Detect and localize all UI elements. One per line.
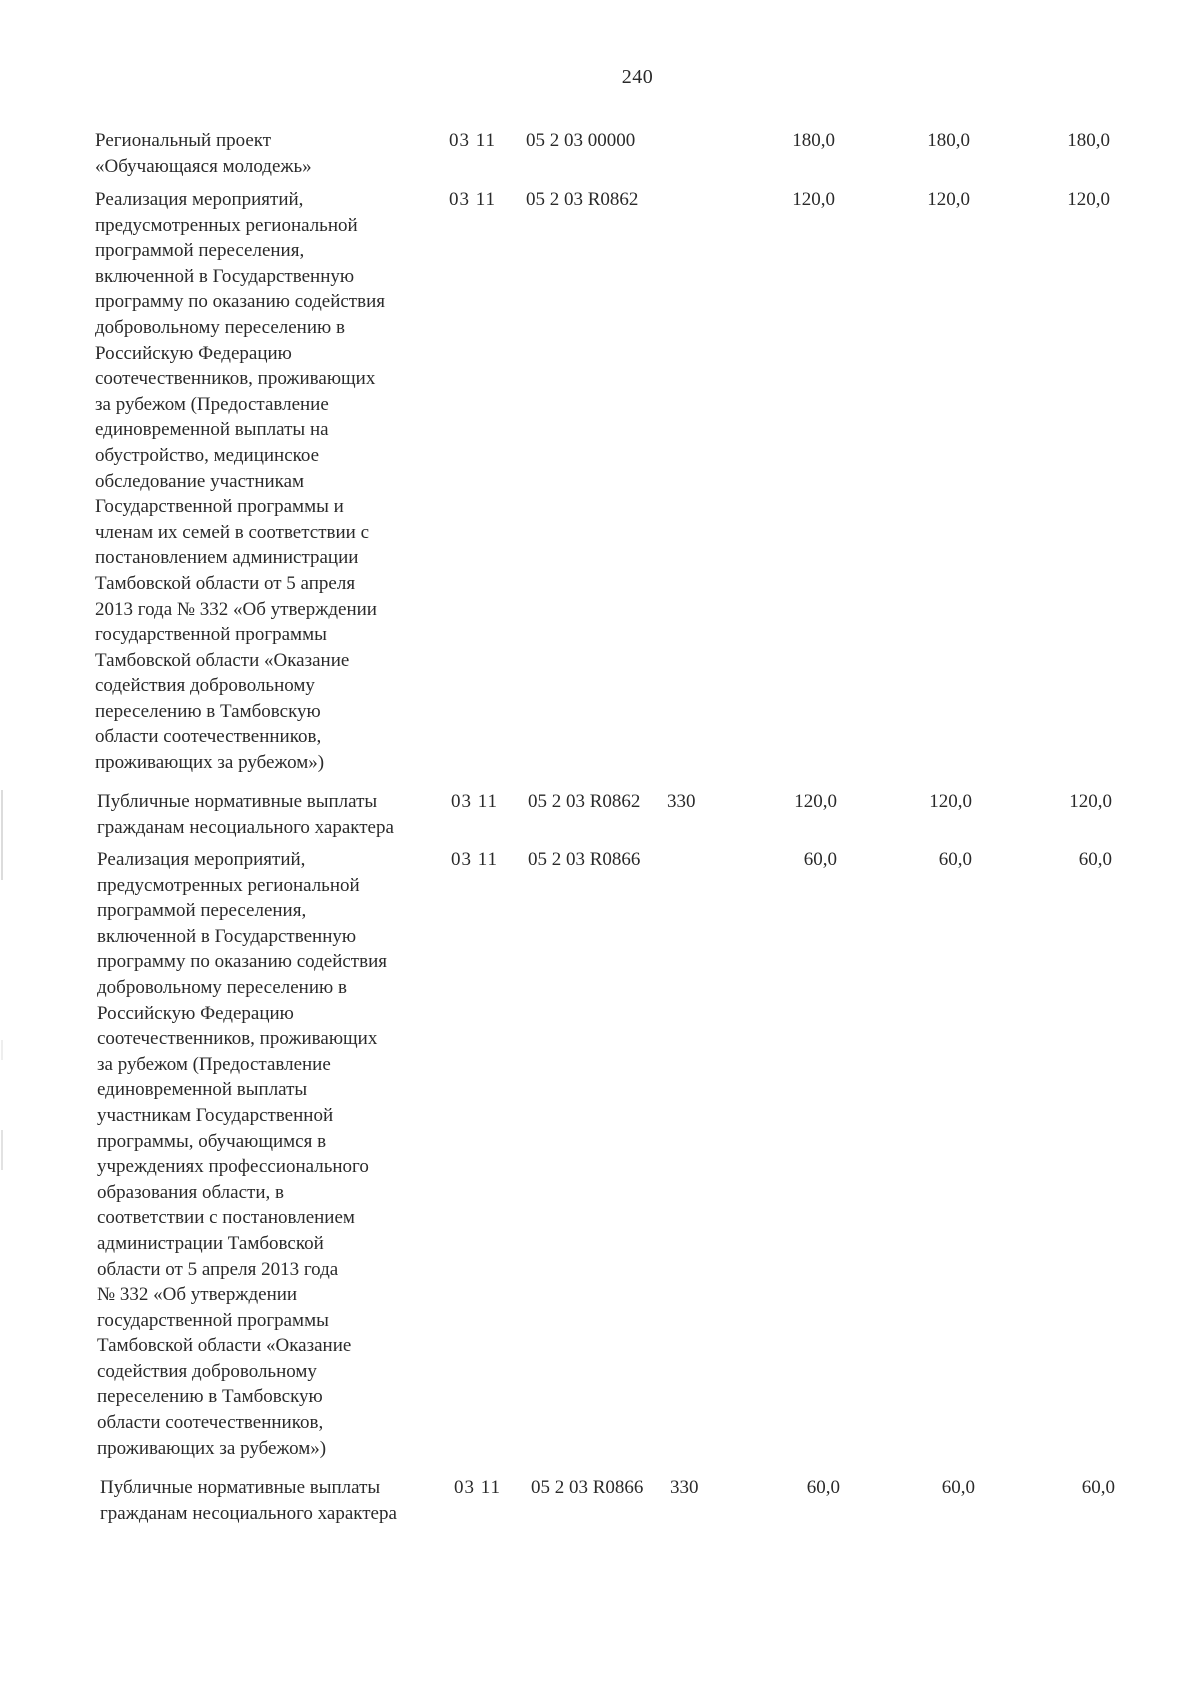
description-line: администрации Тамбовской bbox=[97, 1232, 324, 1254]
description-line: гражданам несоциального характера bbox=[100, 1502, 397, 1524]
section-code: 03 11 bbox=[451, 791, 499, 812]
value-year3: 120,0 bbox=[1069, 791, 1112, 812]
description-line: членам их семей в соответствии с bbox=[95, 521, 369, 543]
row-description bbox=[100, 1475, 440, 1526]
description-line: учреждениях профессионального bbox=[97, 1156, 369, 1178]
description-line: Российскую Федерацию bbox=[95, 342, 292, 364]
description-line: предусмотренных региональной bbox=[97, 874, 360, 896]
expense-type: 330 bbox=[670, 1477, 699, 1498]
description-line: переселению в Тамбовскую bbox=[97, 1386, 323, 1408]
description-line: программы, обучающимся в bbox=[97, 1130, 327, 1152]
description-line: обследование участникам bbox=[95, 470, 305, 492]
description-line: программу по оказанию содействия bbox=[97, 951, 387, 973]
description-line: программу по оказанию содействия bbox=[95, 291, 385, 313]
value-year3: 60,0 bbox=[1081, 1477, 1115, 1498]
value-year2: 180,0 bbox=[927, 130, 970, 151]
value-year3: 120,0 bbox=[1067, 189, 1110, 210]
description-line: государственной программы bbox=[97, 1309, 329, 1331]
section-code: 03 11 bbox=[449, 130, 497, 151]
row-description bbox=[97, 847, 437, 1461]
value-year3: 60,0 bbox=[1078, 849, 1112, 870]
target-code: 05 2 03 R0866 bbox=[528, 849, 641, 870]
page-number: 240 bbox=[621, 66, 654, 88]
description-line: области соотечественников, bbox=[95, 726, 322, 748]
description-line: соотечественников, проживающих bbox=[97, 1028, 378, 1050]
description-line: участникам Государственной bbox=[97, 1104, 334, 1126]
description-line: Реализация мероприятий, bbox=[97, 849, 306, 870]
description-line: Публичные нормативные выплаты bbox=[97, 791, 378, 812]
description-line: включенной в Государственную bbox=[97, 925, 357, 947]
description-line: предусмотренных региональной bbox=[95, 214, 358, 236]
value-year2: 60,0 bbox=[938, 849, 972, 870]
row-description bbox=[95, 128, 435, 179]
value-year1: 60,0 bbox=[803, 849, 837, 870]
description-line: проживающих за рубежом») bbox=[95, 752, 325, 774]
description-line: программой переселения, bbox=[97, 900, 307, 922]
target-code: 05 2 03 R0862 bbox=[528, 791, 641, 812]
section-code: 03 11 bbox=[454, 1477, 502, 1498]
value-year3: 180,0 bbox=[1067, 130, 1110, 151]
description-line: постановлением администрации bbox=[95, 547, 359, 569]
row-description bbox=[95, 187, 435, 776]
description-line: содействия добровольному bbox=[95, 675, 315, 697]
value-year2: 60,0 bbox=[941, 1477, 975, 1498]
description-line: единовременной выплаты bbox=[97, 1079, 308, 1101]
description-line: включенной в Государственную bbox=[95, 265, 355, 287]
expense-type: 330 bbox=[667, 791, 696, 812]
value-year1: 180,0 bbox=[792, 130, 835, 151]
description-line: образования области, в bbox=[97, 1181, 284, 1203]
description-line: Государственной программы и bbox=[95, 496, 344, 518]
description-line: области соотечественников, bbox=[97, 1412, 324, 1434]
description-line: добровольному переселению в bbox=[95, 316, 345, 338]
description-line: Российскую Федерацию bbox=[97, 1002, 294, 1024]
description-line: соотечественников, проживающих bbox=[95, 368, 376, 390]
description-line: обустройство, медицинское bbox=[95, 444, 320, 466]
description-line: за рубежом (Предоставление bbox=[97, 1053, 331, 1075]
description-line: Тамбовской области от 5 апреля bbox=[95, 572, 356, 594]
description-line: переселению в Тамбовскую bbox=[95, 700, 321, 722]
description-line: проживающих за рубежом») bbox=[97, 1437, 327, 1459]
description-line: добровольному переселению в bbox=[97, 976, 347, 998]
description-line: Тамбовской области «Оказание bbox=[97, 1335, 352, 1357]
value-year2: 120,0 bbox=[929, 791, 972, 812]
description-line: 2013 года № 332 «Об утверждении bbox=[95, 598, 377, 620]
section-code: 03 11 bbox=[451, 849, 499, 870]
description-line: программой переселения, bbox=[95, 240, 305, 262]
description-line: Реализация мероприятий, bbox=[95, 189, 304, 210]
row-description bbox=[97, 789, 437, 840]
target-code: 05 2 03 R0866 bbox=[531, 1477, 644, 1498]
description-line: содействия добровольному bbox=[97, 1360, 317, 1382]
description-line: гражданам несоциального характера bbox=[97, 816, 394, 838]
section-code: 03 11 bbox=[449, 189, 497, 210]
description-line: государственной программы bbox=[95, 624, 327, 646]
description-line: за рубежом (Предоставление bbox=[95, 393, 329, 415]
target-code: 05 2 03 00000 bbox=[526, 130, 636, 151]
description-line: № 332 «Об утверждении bbox=[97, 1284, 298, 1306]
description-line: единовременной выплаты на bbox=[95, 419, 329, 441]
value-year1: 60,0 bbox=[806, 1477, 840, 1498]
description-line: области от 5 апреля 2013 года bbox=[97, 1258, 339, 1280]
description-line: Публичные нормативные выплаты bbox=[100, 1477, 381, 1498]
description-line: соответствии с постановлением bbox=[97, 1207, 355, 1229]
description-line: Региональный проект bbox=[95, 130, 272, 151]
description-line: «Обучающаяся молодежь» bbox=[95, 155, 312, 177]
value-year2: 120,0 bbox=[927, 189, 970, 210]
target-code: 05 2 03 R0862 bbox=[526, 189, 639, 210]
value-year1: 120,0 bbox=[794, 791, 837, 812]
value-year1: 120,0 bbox=[792, 189, 835, 210]
description-line: Тамбовской области «Оказание bbox=[95, 649, 350, 671]
